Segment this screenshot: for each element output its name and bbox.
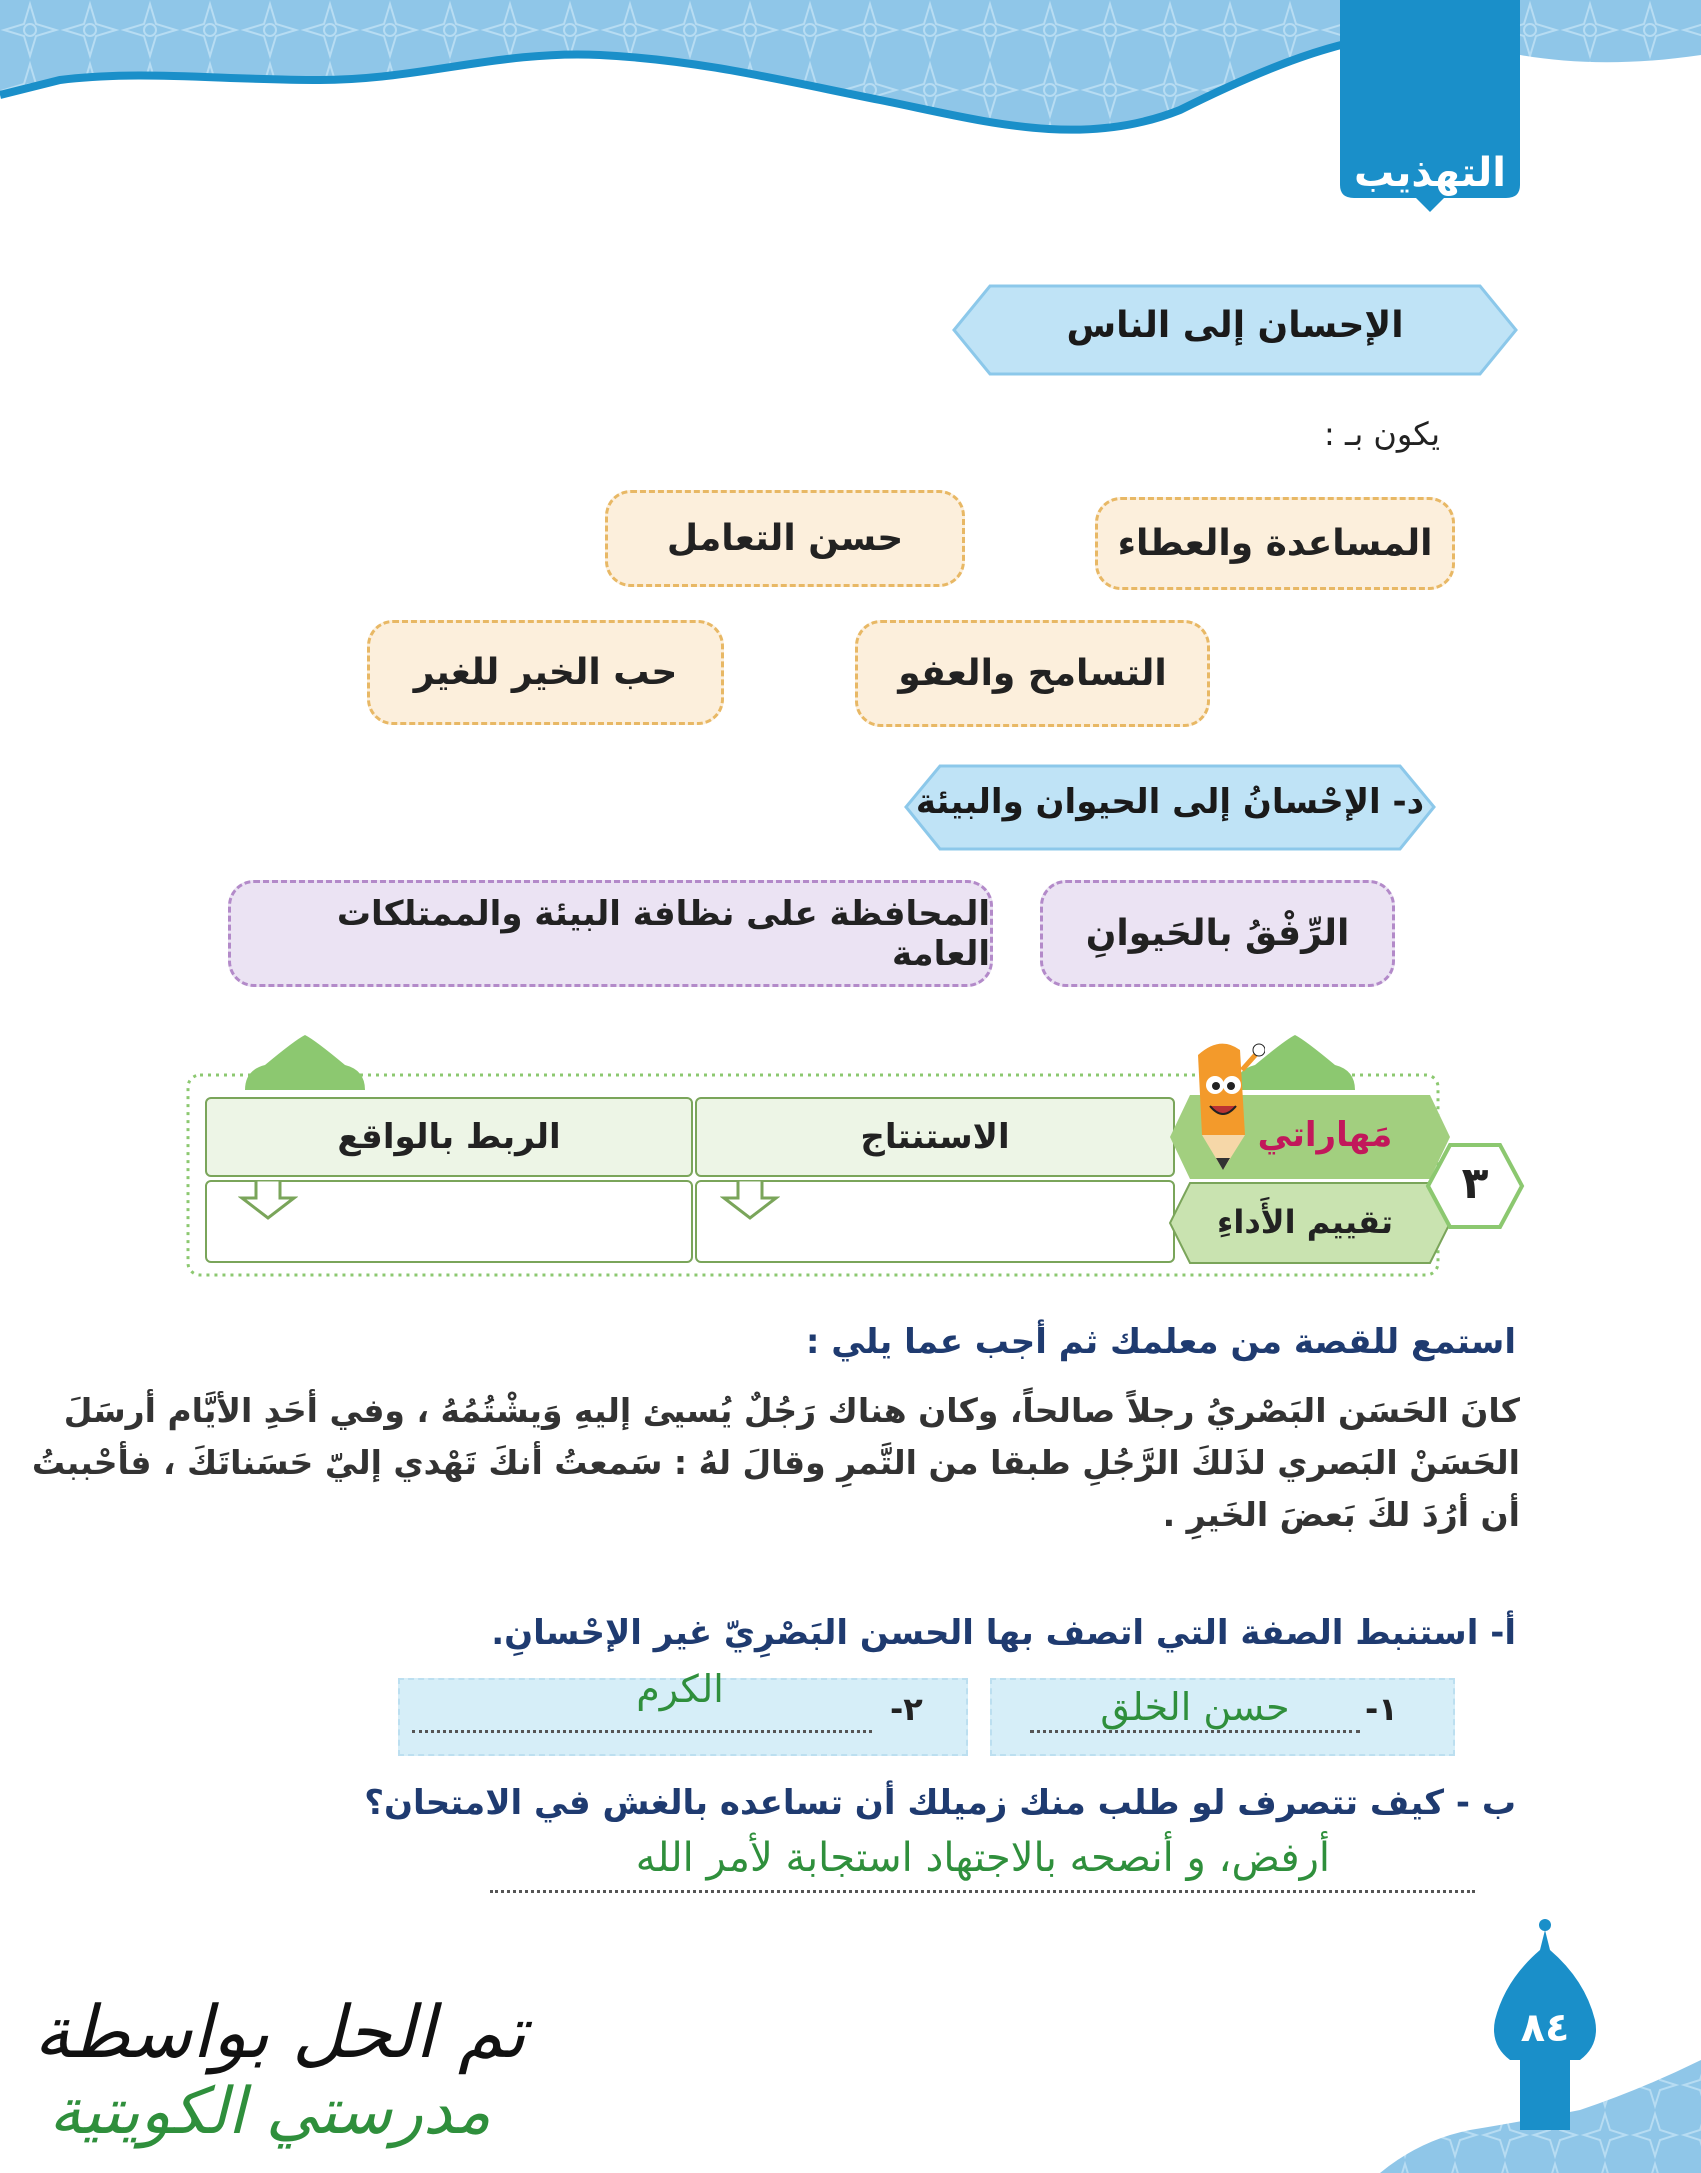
down-arrow-icon xyxy=(720,1180,780,1220)
answer-line-1 xyxy=(1030,1730,1360,1733)
section-title: الإحسان إلى الناس xyxy=(1066,305,1404,346)
question-b: ب - كيف تتصرف لو طلب منك زميلك أن تساعده بالغش في الامتحان؟ xyxy=(364,1783,1516,1823)
down-arrow-icon xyxy=(238,1180,298,1220)
instruction: استمع للقصة من معلمك ثم أجب عما يلي : xyxy=(805,1322,1516,1362)
story-line: كانَ الحَسَن البَصْريُ رجلاً صالحاً، وكان هناك رَجُلٌ يُسيئ إليهِ وَيشْتُمُهُ ، وفي أحَدِ الأيَّام أرسَلَ xyxy=(63,1391,1520,1430)
item-kindness-animals: الرِّفْقُ بالحَيوانِ xyxy=(1040,880,1395,987)
pencil-mascot-icon xyxy=(1180,1040,1265,1180)
story-line: الحَسَنْ البَصري لذَلكَ الرَّجُلِ طبقا من التَّمرِ وقالَ لهُ : سَمعتُ أنكَ تَهْدي إليّ حَسَناتَكَ ، فأحْببتُ xyxy=(31,1443,1520,1482)
item-love-good: حب الخير للغير xyxy=(367,620,724,725)
intro-text: يكون بـ : xyxy=(1323,415,1440,453)
subject-title: التهذيب xyxy=(1354,150,1506,196)
animals-title: د- الإحْسانُ إلى الحيوان والبيئة xyxy=(915,782,1425,822)
skills-label: مَهاراتي xyxy=(1257,1115,1393,1155)
skills-number: ٣ xyxy=(1461,1158,1489,1209)
item-forgiveness: التسامح والعفو xyxy=(855,620,1210,727)
page-number: ٨٤ xyxy=(1520,2005,1570,2051)
story-paragraph xyxy=(31,1385,1520,1541)
story-line: أن أرُدَ لكَ بَعضَ الخَيرِ . xyxy=(1162,1495,1520,1534)
item-good-treatment: حسن التعامل xyxy=(605,490,965,587)
skill-col-inference-header: الاستنتاج xyxy=(695,1097,1175,1177)
item-clean-environment: المحافظة على نظافة البيئة والممتلكات العامة xyxy=(228,880,993,987)
answer-line-2 xyxy=(412,1730,872,1733)
signature-line-2: مدرستي الكويتية xyxy=(49,2075,491,2149)
answer-line-b xyxy=(490,1890,1475,1893)
answer-label-2: ٢- xyxy=(890,1690,923,1728)
answer-2[interactable]: الكرم xyxy=(636,1667,724,1711)
answer-b[interactable]: أرفض، و أنصحه بالاجتهاد استجابة لأمر الله xyxy=(635,1835,1330,1881)
answer-label-1: ١- xyxy=(1365,1690,1398,1728)
assessment-label: تقييم الأَداءِ xyxy=(1217,1203,1393,1241)
answer-1[interactable]: حسن الخلق xyxy=(1100,1685,1290,1729)
signature-line-1: تم الحل بواسطة xyxy=(34,1990,526,2074)
item-helping: المساعدة والعطاء xyxy=(1095,497,1455,590)
question-a: أ- استنبط الصفة التي اتصف بها الحسن البَصْرِيّ غير الإحْسانِ. xyxy=(491,1613,1516,1653)
skill-col-reality-header: الربط بالواقع xyxy=(205,1097,693,1177)
